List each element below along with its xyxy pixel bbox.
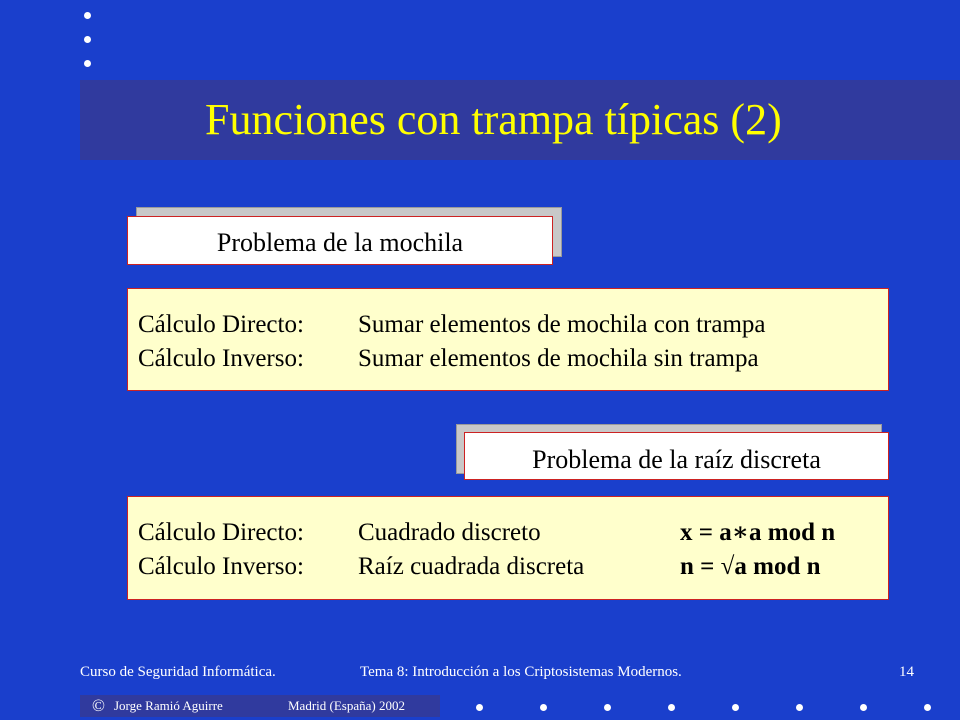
footer-location: Madrid (España) 2002 <box>288 698 405 713</box>
section1-direct-desc: Sumar elementos de mochila con trampa <box>358 311 766 338</box>
decor-dot-3 <box>84 60 91 67</box>
section1-inverse-desc: Sumar elementos de mochila sin trampa <box>358 345 759 372</box>
copyright-icon: © <box>92 696 105 715</box>
footer-page-number: 14 <box>899 664 914 680</box>
decor-dot-11 <box>924 704 931 711</box>
decor-dot-5 <box>540 704 547 711</box>
section2-inverse-term: Cálculo Inverso: <box>138 553 304 580</box>
section1-inverse-term: Cálculo Inverso: <box>138 345 304 372</box>
decor-dot-9 <box>796 704 803 711</box>
footer-topic: Tema 8: Introducción a los Criptosistemas Modernos. <box>360 664 682 680</box>
section2-label <box>464 432 889 480</box>
section2-direct-formula: x = a∗a mod n <box>680 519 836 546</box>
section2-direct-desc: Cuadrado discreto <box>358 519 541 546</box>
section2-inverse-desc: Raíz cuadrada discreta <box>358 553 585 580</box>
footer-author: Jorge Ramió Aguirre <box>114 698 223 713</box>
section2-label-text: Problema de la raíz discreta <box>532 445 821 474</box>
section2-direct-term: Cálculo Directo: <box>138 519 304 546</box>
decor-dot-8 <box>732 704 739 711</box>
decor-dot-7 <box>668 704 675 711</box>
decor-dot-6 <box>604 704 611 711</box>
decor-dot-10 <box>860 704 867 711</box>
section1-label <box>127 216 553 265</box>
section2-inverse-formula: n = √a mod n <box>680 553 821 580</box>
slide-title: Funciones con trampa típicas (2) <box>205 95 782 144</box>
decor-dot-4 <box>476 704 483 711</box>
section1-content-box <box>127 288 889 391</box>
footer-course: Curso de Seguridad Informática. <box>80 664 276 680</box>
section2-content-box <box>127 496 889 600</box>
section1-label-text: Problema de la mochila <box>216 228 464 257</box>
decor-dot-2 <box>84 36 91 43</box>
decor-dot-1 <box>84 12 91 19</box>
section1-direct-term: Cálculo Directo: <box>138 311 304 338</box>
